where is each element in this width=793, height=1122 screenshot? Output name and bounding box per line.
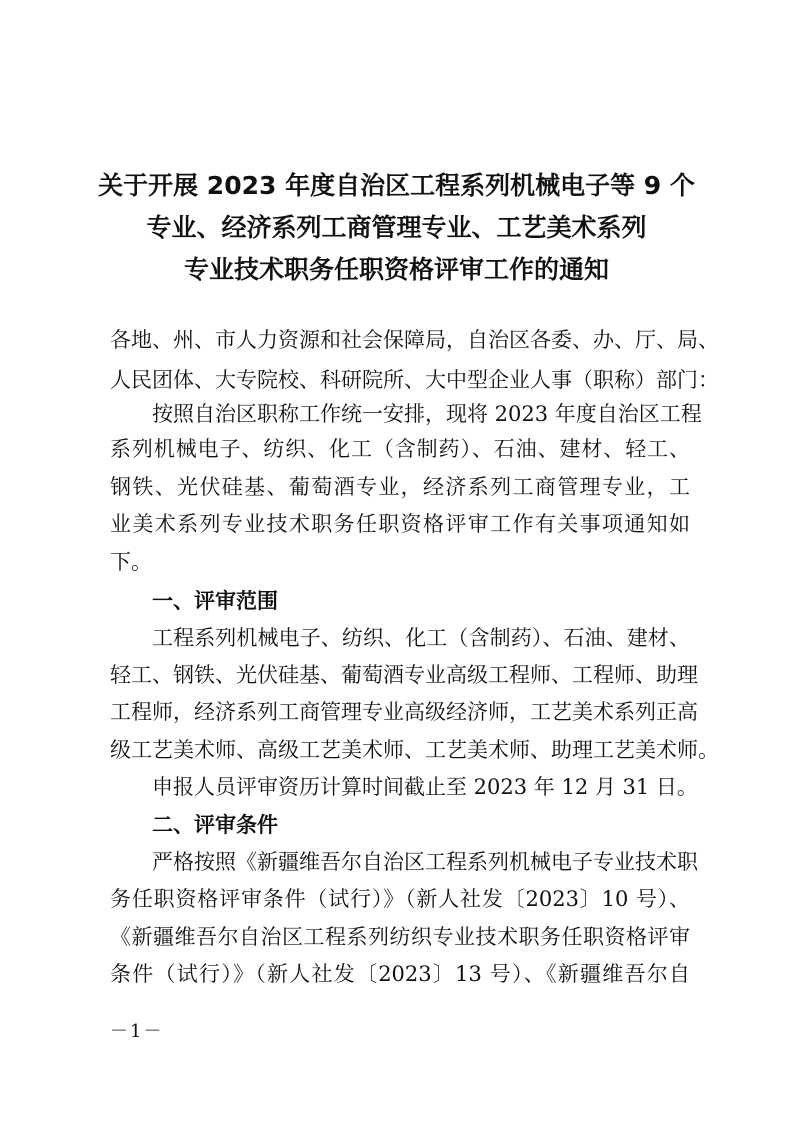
conditions-line-1: 严格按照《新疆维吾尔自治区工程系列机械电子专业技术职 — [152, 850, 698, 874]
intro-line-3: 钢铁、光伏硅基、葡萄酒专业，经济系列工商管理专业，工 — [110, 475, 690, 499]
scope-line-1: 工程系列机械电子、纺织、化工（含制药）、石油、建材、 — [152, 626, 690, 650]
scope-line-2: 轻工、钢铁、光伏硅基、葡萄酒专业高级工程师、工程师、助理 — [110, 663, 698, 687]
conditions-line-4: 条件（试行）》（新人社发〔2023〕13 号）、《新疆维吾尔自 — [110, 962, 690, 986]
intro-line-5: 下。 — [110, 550, 152, 574]
scope-line-3: 工程师，经济系列工商管理专业高级经济师，工艺美术系列正高 — [110, 700, 698, 724]
conditions-line-2: 务任职资格评审条件（试行）》（新人社发〔2023〕10 号）、 — [110, 887, 690, 911]
intro-line-2: 系列机械电子、纺织、化工（含制药）、石油、建材、轻工、 — [110, 437, 690, 461]
section-heading-review-scope: 一、评审范围 — [152, 589, 278, 613]
document-title-line-3: 专业技术职务任职资格评审工作的通知 — [183, 255, 609, 284]
document-title-line-2: 专业、经济系列工商管理专业、工艺美术系列 — [146, 213, 647, 242]
intro-line-1: 按照自治区职称工作统一安排，现将 2023 年度自治区工程 — [152, 402, 702, 426]
addressee-line-2: 人民团体、大专院校、科研院所、大中型企业人事（职称）部门： — [110, 368, 719, 392]
scope-line-4: 级工艺美术师、高级工艺美术师、工艺美术师、助理工艺美术师。 — [110, 738, 719, 762]
scope-deadline-line: 申报人员评审资历计算时间截止至 2023 年 12 月 31 日。 — [152, 775, 698, 799]
conditions-line-3: 《新疆维吾尔自治区工程系列纺织专业技术职务任职资格评审 — [110, 925, 690, 949]
page-number: －1－ — [110, 1021, 164, 1042]
section-heading-review-conditions: 二、评审条件 — [152, 813, 278, 837]
intro-line-4: 业美术系列专业技术职务任职资格评审工作有关事项通知如 — [110, 512, 690, 536]
document-title-line-1: 关于开展 2023 年度自治区工程系列机械电子等 9 个 — [98, 171, 695, 200]
addressee-line-1: 各地、州、市人力资源和社会保障局，自治区各委、办、厅、局、 — [110, 328, 719, 352]
